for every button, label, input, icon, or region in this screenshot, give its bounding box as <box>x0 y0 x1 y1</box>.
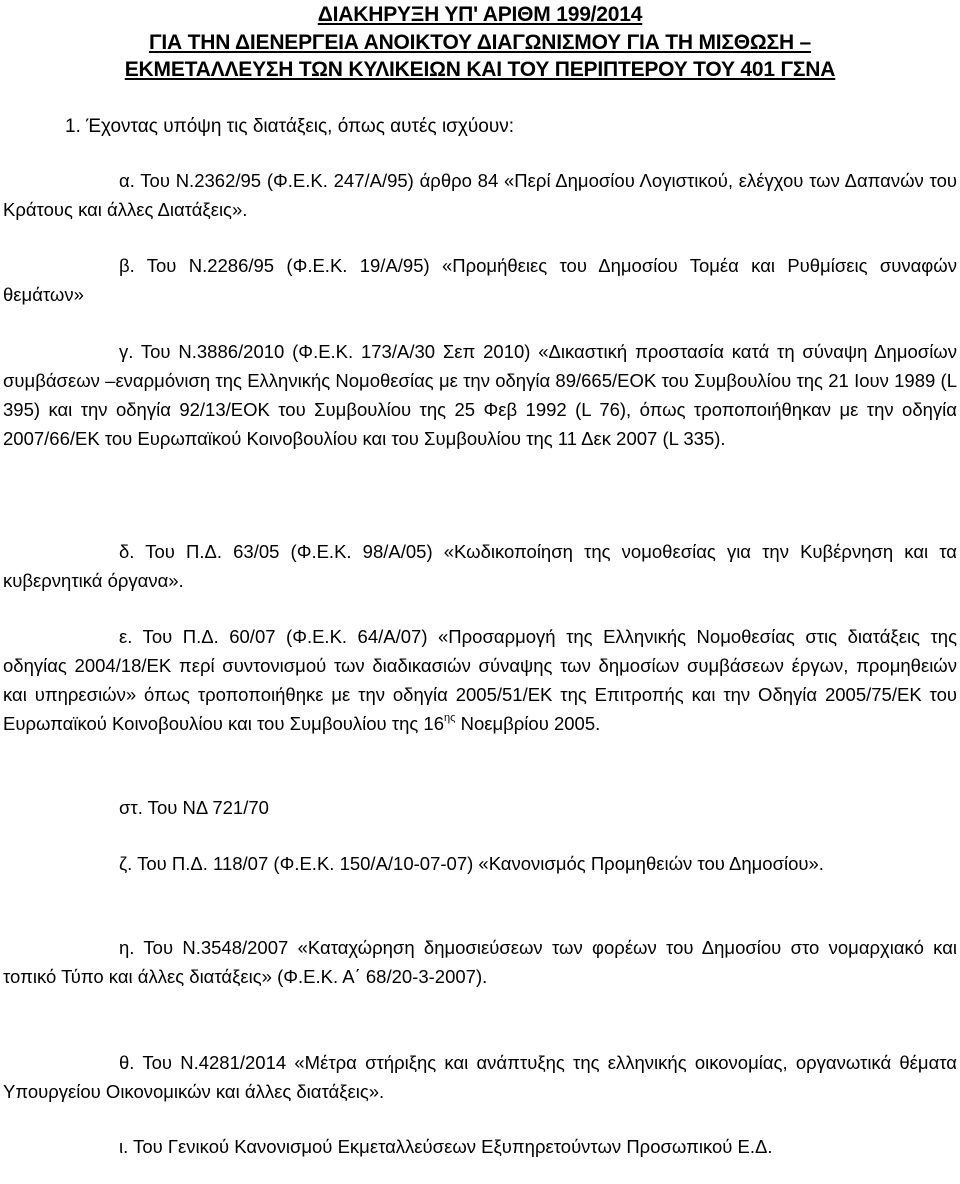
list-item-h <box>3 933 957 991</box>
list-item-e <box>3 622 957 738</box>
list-item-i <box>3 1132 957 1161</box>
list-item-th-text: θ. Του Ν.4281/2014 «Μέτρα στήριξης και ανάπτυξης της ελληνικής οικονομίας, οργανωτικά θέματα Υπουργείου Οικονομικών και άλλες διατάξεις». <box>3 1052 957 1102</box>
list-item-b-text: β. Του Ν.2286/95 (Φ.Ε.Κ. 19/Α/95) «Προμήθειες του Δημοσίου Τομέα και Ρυθμίσεις συναφών θεμάτων» <box>3 255 957 305</box>
intro-paragraph: 1. Έχοντας υπόψη τις διατάξεις, όπως αυτές ισχύουν: <box>65 116 514 137</box>
list-item-e-text-end: Νοεμβρίου 2005. <box>455 713 601 734</box>
title-line-3: ΕΚΜΕΤΑΛΛΕΥΣΗ ΤΩΝ ΚΥΛΙΚΕΙΩΝ ΚΑΙ ΤΟΥ ΠΕΡΙΠΤΕΡΟΥ ΤΟΥ 401 ΓΣΝΑ <box>124 58 836 81</box>
list-item-th <box>3 1048 957 1106</box>
list-item-d-text: δ. Του Π.Δ. 63/05 (Φ.Ε.Κ. 98/Α/05) «Κωδικοποίηση της νομοθεσίας για την Κυβέρνηση και τα κυβερνητικά όργανα». <box>3 541 957 591</box>
list-item-c <box>3 337 957 453</box>
list-item-e-text <box>3 622 957 738</box>
list-item-b <box>3 251 957 309</box>
list-item-e-text-main: ε. Του Π.Δ. 60/07 (Φ.Ε.Κ. 64/Α/07) «Προσαρμογή της Ελληνικής Νομοθεσίας στις διατάξεις της οδηγίας 2004/18/ΕΚ περί συντονισμού των διαδικασιών σύναψης των δημοσίων συμβάσεων έργων, προμηθειών και υπηρεσιών» όπως τροποποιήθηκε με την οδηγία 2005/51/ΕΚ της Επιτροπής και την Οδηγία 2005/75/ΕΚ του Ευρωπαϊκού Κοινοβουλίου και του Συμβουλίου της 16 <box>3 626 957 734</box>
list-item-h-text: η. Του Ν.3548/2007 «Καταχώρηση δημοσιεύσεων των φορέων του Δημοσίου στο νομαρχιακό και τοπικό Τύπο και άλλες διατάξεις» (Φ.Ε.Κ. Α΄ 68/20-3-2007). <box>3 937 957 987</box>
title-line-2: ΓΙΑ ΤΗΝ ΔΙΕΝΕΡΓΕΙΑ ΑΝΟΙΚΤΟΥ ΔΙΑΓΩΝΙΣΜΟΥ ΓΙΑ ΤΗ ΜΙΣΘΩΣΗ – <box>148 31 812 54</box>
ordinal-suffix: ης <box>444 712 456 724</box>
list-item-z-text: ζ. Του Π.Δ. 118/07 (Φ.Ε.Κ. 150/Α/10-07-07) «Κανονισμός Προμηθειών του Δημοσίου». <box>119 853 824 874</box>
list-item-st <box>3 793 957 822</box>
list-item-c-text: γ. Του Ν.3886/2010 (Φ.Ε.Κ. 173/Α/30 Σεπ 2010) «Δικαστική προστασία κατά τη σύναψη Δημοσίων συμβάσεων –εναρμόνιση της Ελληνικής Νομοθεσίας με την οδηγία 89/665/ΕΟΚ του Συμβουλίου της 21 Ιουν 1989 (L 395) και την οδηγία 92/13/ΕΟΚ του Συμβουλίου της 25 Φεβ 1992 (L 76), όπως τροποποιήθηκαν με την οδηγία 2007/66/ΕΚ του Ευρωπαϊκού Κοινοβουλίου και του Συμβουλίου της 11 Δεκ 2007 (L 335). <box>3 341 957 449</box>
list-item-i-text: ι. Του Γενικού Κανονισμού Εκμεταλλεύσεων Εξυπηρετούντων Προσωπικού Ε.Δ. <box>119 1136 773 1157</box>
list-item-a-text: α. Του Ν.2362/95 (Φ.Ε.Κ. 247/Α/95) άρθρο 84 «Περί Δημοσίου Λογιστικού, ελέγχου των Δαπανών του Κράτους και άλλες Διατάξεις». <box>3 170 957 220</box>
title-line-1: ΔΙΑΚΗΡΥΞΗ ΥΠ' ΑΡΙΘΜ 199/2014 <box>317 3 643 26</box>
list-item-z <box>3 849 957 878</box>
list-item-st-text: στ. Του ΝΔ 721/70 <box>119 797 269 818</box>
list-item-d <box>3 537 957 595</box>
list-item-a <box>3 166 957 224</box>
